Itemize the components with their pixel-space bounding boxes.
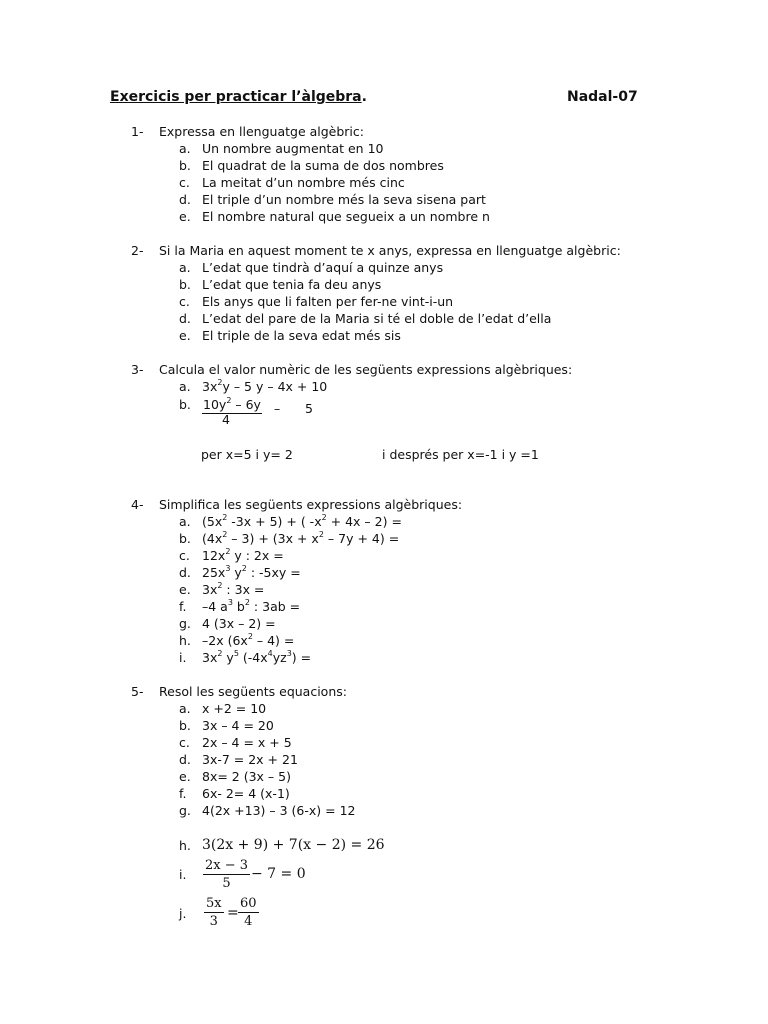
item-label: e. xyxy=(179,769,191,784)
item-label: a. xyxy=(179,141,191,156)
item-label: a. xyxy=(179,260,191,275)
item-text: L’edat que tenia fa deu anys xyxy=(202,277,382,292)
fraction-denominator: 4 xyxy=(244,914,253,929)
expression: $12x^2$ y : 2x = xyxy=(202,547,284,563)
exercise-prompt: Si la Maria en aquest moment te x anys, expressa en llenguatge algèbric: xyxy=(159,243,621,258)
item-label: g. xyxy=(179,803,191,818)
expression: $3x^2y - 5$ y – 4x + 10 xyxy=(202,378,328,394)
item-text: x +2 = 10 xyxy=(202,701,267,716)
expression: $25x^3$ $y^2$ : -5xy = xyxy=(202,564,301,580)
expression: –2x $(6x^2 - 4)$ = xyxy=(202,632,295,648)
expression: 4 (3x – 2) = xyxy=(202,616,276,631)
item-label: h. xyxy=(179,633,191,648)
exercise-prompt: Simplifica les següents expressions algèbriques: xyxy=(159,497,463,512)
minus-sign: – xyxy=(274,401,281,416)
exercise-prompt: Expressa en llenguatge algèbric: xyxy=(159,124,364,139)
exercise-number: 5- xyxy=(131,684,144,699)
fraction-numerator: 5x xyxy=(206,896,222,911)
item-text: El quadrat de la suma de dos nombres xyxy=(202,158,444,173)
item-label: e. xyxy=(179,328,191,343)
item-text: El nombre natural que segueix a un nombre n xyxy=(202,209,490,224)
item-label: d. xyxy=(179,752,191,767)
item-text: La meitat d’un nombre més cinc xyxy=(202,175,405,190)
item-label: i. xyxy=(179,867,187,882)
item-label: c. xyxy=(179,548,190,563)
item-label: d. xyxy=(179,565,191,580)
item-text: L’edat del pare de la Maria si té el doble de l’edat d’ella xyxy=(202,311,552,326)
item-text: 6x- 2= 4 (x-1) xyxy=(202,786,290,801)
values-second: i després per x=-1 i y =1 xyxy=(382,447,539,462)
fraction xyxy=(238,896,259,929)
item-label: b. xyxy=(179,397,191,412)
exercise-number: 1- xyxy=(131,124,144,139)
expression-term: 5 xyxy=(305,401,313,416)
item-label: c. xyxy=(179,294,190,309)
item-text: 8x= 2 (3x – 5) xyxy=(202,769,291,784)
item-label: j. xyxy=(179,906,187,921)
fraction-numerator: 60 xyxy=(240,896,257,911)
exercise-number: 4- xyxy=(131,497,144,512)
exercise-number: 2- xyxy=(131,243,144,258)
item-text: El triple d’un nombre més la seva sisena part xyxy=(202,192,486,207)
page-title: Exercicis per practicar l’àlgebra. xyxy=(110,89,367,105)
item-text: 4(2x +13) – 3 (6-x) = 12 xyxy=(202,803,356,818)
equation-h: 3(2x + 9) + 7(x − 2) = 26 xyxy=(202,837,385,853)
item-text: Un nombre augmentat en 10 xyxy=(202,141,384,156)
item-label: a. xyxy=(179,379,191,394)
header-tag: Nadal-07 xyxy=(567,89,638,105)
fraction-denominator: 5 xyxy=(222,876,231,891)
item-label: d. xyxy=(179,192,191,207)
item-label: b. xyxy=(179,531,191,546)
fraction-numerator: $10y^2 - 6y$ xyxy=(203,396,261,412)
exercise-prompt: Calcula el valor numèric de les següents expressions algèbriques: xyxy=(159,362,573,377)
item-label: i. xyxy=(179,650,187,665)
item-label: a. xyxy=(179,701,191,716)
item-label: b. xyxy=(179,277,191,292)
expression: $3x^2$ $y^5$ $(-4x^4yz^3)$ = xyxy=(202,649,312,665)
item-label: h. xyxy=(179,838,191,853)
item-label: b. xyxy=(179,718,191,733)
item-text: 2x – 4 = x + 5 xyxy=(202,735,292,750)
item-label: a. xyxy=(179,514,191,529)
item-text: L’edat que tindrà d’aquí a quinze anys xyxy=(202,260,444,275)
item-label: g. xyxy=(179,616,191,631)
item-label: f. xyxy=(179,786,187,801)
item-label: c. xyxy=(179,175,190,190)
item-text: 3x – 4 = 20 xyxy=(202,718,274,733)
values-first: per x=5 i y= 2 xyxy=(201,447,293,462)
fraction-denominator: 3 xyxy=(209,914,218,929)
fraction-denominator: 4 xyxy=(222,412,230,427)
item-label: b. xyxy=(179,158,191,173)
fraction xyxy=(204,896,224,929)
item-label: e. xyxy=(179,209,191,224)
exercise-number: 3- xyxy=(131,362,144,377)
expression: $(4x^2 - 3) + (3x + x^2 - 7y + 4)$ = xyxy=(202,530,400,546)
fraction-numerator: 2x − 3 xyxy=(205,858,249,873)
item-text: Els anys que li falten per fer-ne vint-i-un xyxy=(202,294,454,309)
item-label: d. xyxy=(179,311,191,326)
item-label: e. xyxy=(179,582,191,597)
item-label: f. xyxy=(179,599,187,614)
fraction xyxy=(203,858,250,891)
exercise-prompt: Resol les següents equacions: xyxy=(159,684,347,699)
equation-rest: − 7 = 0 xyxy=(251,866,306,882)
equals-sign: = xyxy=(227,905,239,921)
expression: ($5x^2$ -3x + 5) + ( $-x^2 + 4x - 2$) = xyxy=(202,513,402,529)
expression: –4 $a^3$ $b^2$ : 3ab = xyxy=(202,598,301,614)
item-label: c. xyxy=(179,735,190,750)
item-text: El triple de la seva edat més sis xyxy=(202,328,401,343)
expression: $3x^2$ : 3x = xyxy=(202,581,265,597)
item-text: 3x-7 = 2x + 21 xyxy=(202,752,298,767)
